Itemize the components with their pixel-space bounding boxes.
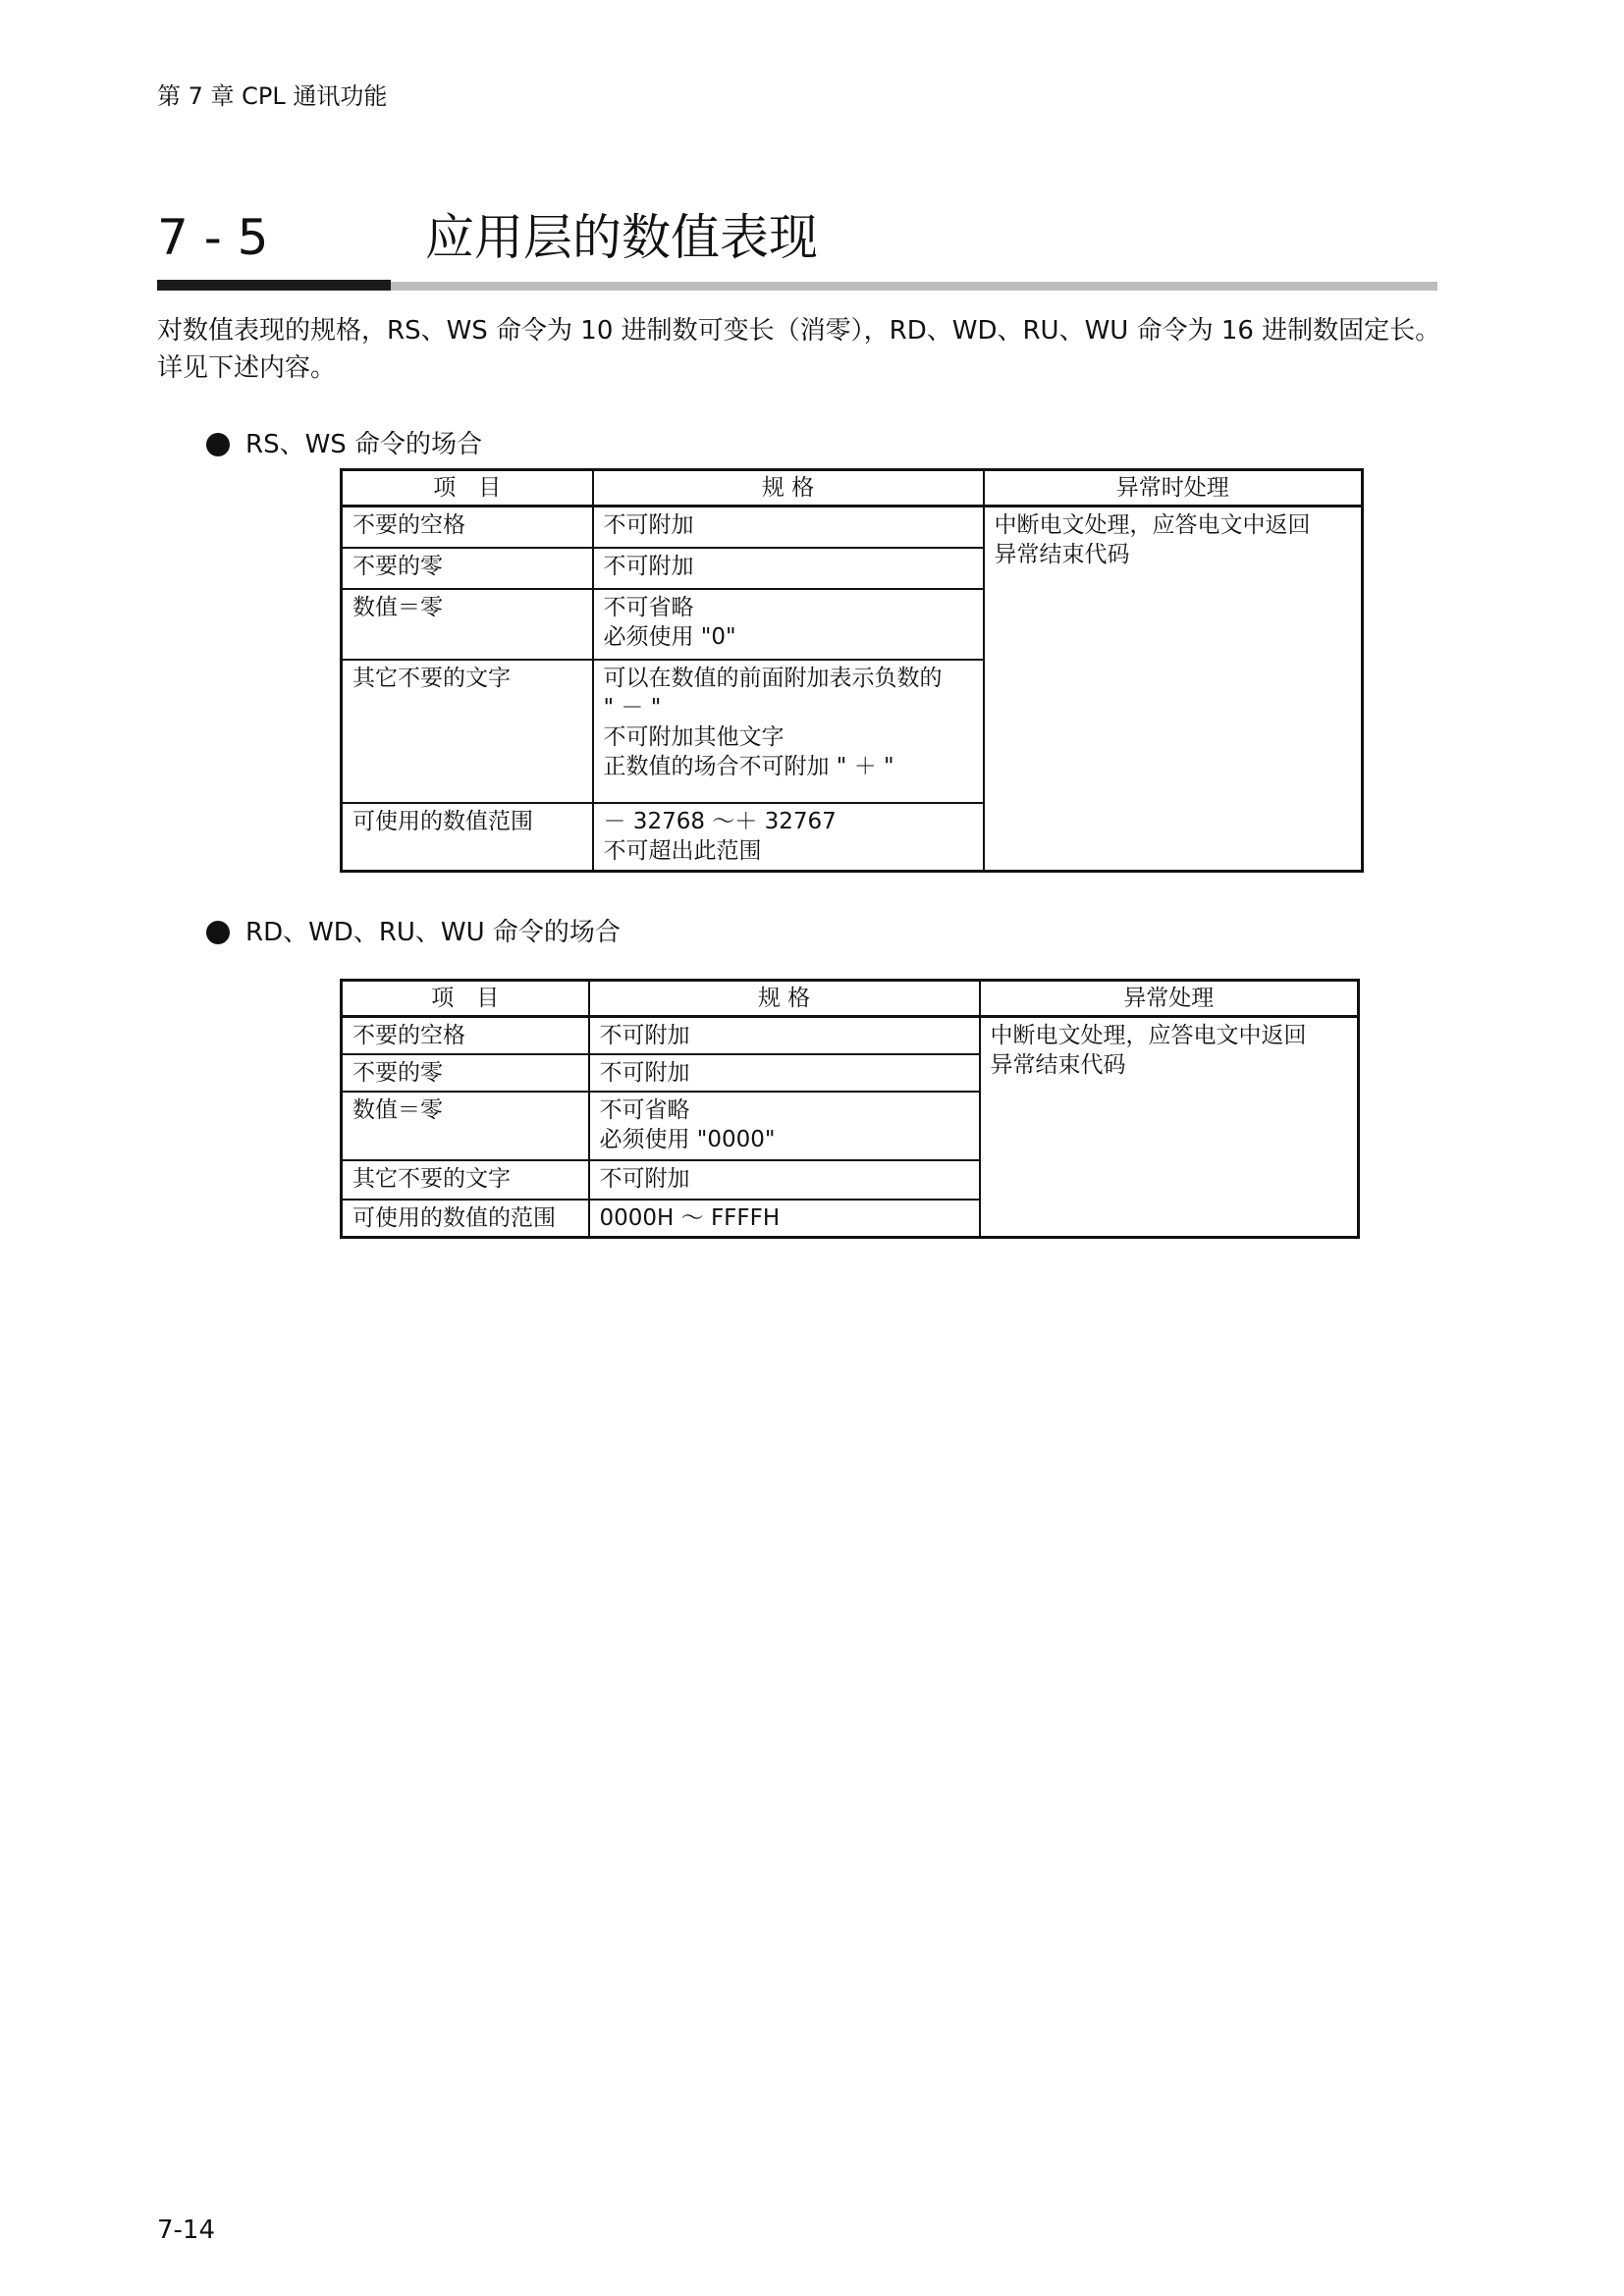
error-line: 异常结束代码 xyxy=(994,542,1130,567)
spec-line: " － " xyxy=(603,694,662,721)
spec-line: 不可省略 xyxy=(603,594,694,620)
error-line: 中断电文处理，应答电文中返回 xyxy=(994,512,1311,538)
item-cell: 不要的空格 xyxy=(342,507,593,548)
spec-line: 0000H ～ FFFFH xyxy=(599,1205,781,1231)
page-number: 7-14 xyxy=(157,2216,216,2245)
table1-heading xyxy=(206,428,482,461)
spec-line: 正数值的场合不可附加 " ＋ " xyxy=(603,753,894,779)
item-cell: 不要的零 xyxy=(342,1054,589,1092)
spec-line: 不可附加 xyxy=(603,512,694,538)
spec-line: 可以在数值的前面附加表示负数的 xyxy=(603,665,943,691)
spec-line: 不可附加 xyxy=(599,1060,690,1086)
column-header: 异常处理 xyxy=(980,981,1359,1017)
column-header: 规 格 xyxy=(593,470,984,507)
bullet-icon xyxy=(206,433,230,456)
table-row xyxy=(342,1017,1359,1055)
title-rule-dark xyxy=(157,280,391,291)
item-cell: 其它不要的文字 xyxy=(342,1160,589,1200)
table-header-row xyxy=(342,470,1363,507)
error-handling-cell xyxy=(980,1017,1359,1238)
spec-line: 不可附加 xyxy=(599,1166,690,1192)
spec-cell xyxy=(589,1092,980,1160)
spec-cell xyxy=(593,660,984,803)
column-header: 规 格 xyxy=(589,981,980,1017)
spec-line: 不可附加其他文字 xyxy=(603,723,785,750)
table-header-row xyxy=(342,981,1359,1017)
bullet-icon xyxy=(206,921,230,944)
table2-heading-text: RD、WD、RU、WU 命令的场合 xyxy=(245,918,621,947)
item-cell: 数值＝零 xyxy=(342,1092,589,1160)
spec-line: 不可附加 xyxy=(603,553,694,579)
error-line: 中断电文处理，应答电文中返回 xyxy=(990,1023,1307,1048)
section-title: 应用层的数值表现 xyxy=(425,209,818,266)
intro-line: 对数值表现的规格，RS、WS 命令为 10 进制数可变长（消零），RD、WD、RU、WU 命令为 16 进制数固定长。 xyxy=(157,316,1441,346)
table1-heading-text: RS、WS 命令的场合 xyxy=(245,430,483,459)
item-cell: 其它不要的文字 xyxy=(342,660,593,803)
item-cell: 不要的零 xyxy=(342,548,593,589)
spec-line: 必须使用 "0" xyxy=(603,623,736,650)
item-cell: 不要的空格 xyxy=(342,1017,589,1055)
chapter-header: 第 7 章 CPL 通讯功能 xyxy=(157,82,388,110)
spec-cell xyxy=(593,803,984,872)
table-row xyxy=(342,507,1363,548)
spec-line: 不可附加 xyxy=(599,1023,690,1048)
spec-cell xyxy=(589,1054,980,1092)
spec-line: 必须使用 "0000" xyxy=(599,1127,776,1152)
spec-cell xyxy=(593,548,984,589)
spec-line: 不可超出此范围 xyxy=(603,837,762,864)
column-header: 项 目 xyxy=(342,470,593,507)
table2-heading xyxy=(206,916,621,949)
intro-line: 详见下述内容。 xyxy=(157,353,337,383)
spec-line: － 32768 ～＋ 32767 xyxy=(603,808,837,834)
spec-cell xyxy=(589,1160,980,1200)
spec-line: 不可省略 xyxy=(599,1097,690,1123)
section-number: 7 - 5 xyxy=(157,209,269,266)
table1 xyxy=(340,468,1364,873)
item-cell: 可使用的数值的范围 xyxy=(342,1200,589,1238)
item-cell: 数值＝零 xyxy=(342,589,593,660)
error-handling-cell xyxy=(984,507,1363,872)
table2 xyxy=(340,979,1360,1239)
title-rule-gray xyxy=(391,282,1437,291)
error-line: 异常结束代码 xyxy=(990,1052,1126,1078)
spec-cell xyxy=(593,507,984,548)
intro-paragraph xyxy=(157,312,1453,387)
column-header: 异常时处理 xyxy=(984,470,1363,507)
spec-cell xyxy=(589,1017,980,1055)
spec-cell xyxy=(593,589,984,660)
item-cell: 可使用的数值范围 xyxy=(342,803,593,872)
column-header: 项 目 xyxy=(342,981,589,1017)
spec-cell xyxy=(589,1200,980,1238)
